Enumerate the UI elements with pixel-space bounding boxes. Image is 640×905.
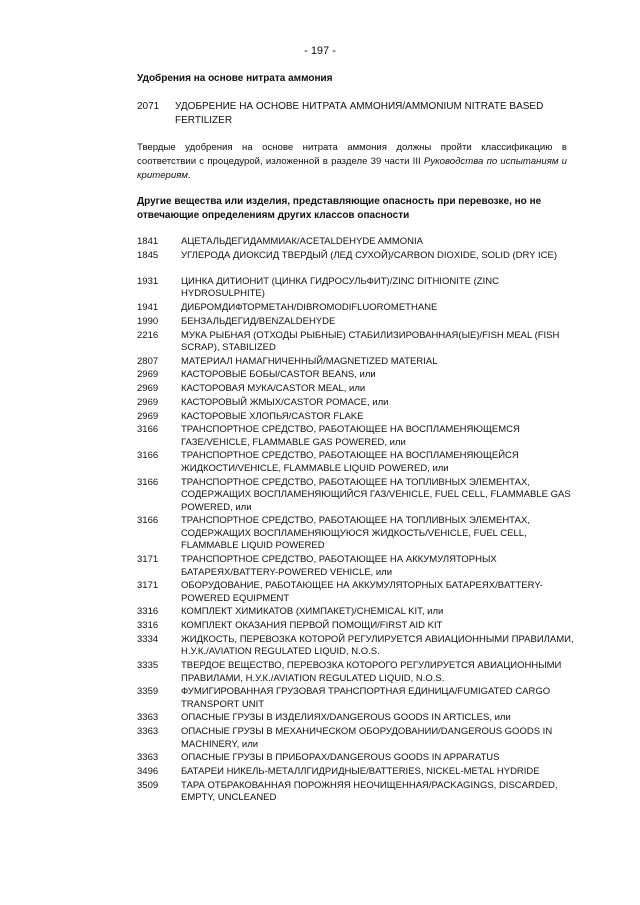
un-number: 2969 bbox=[137, 410, 159, 422]
substance-name: ТВЕРДОЕ ВЕЩЕСТВО, ПЕРЕВОЗКА КОТОРОГО РЕГУЛИРУЕТСЯ АВИАЦИОННЫМИ ПРАВИЛАМИ, Н.У.К./AVIATION REGULATED LIQUID, N.O.S. bbox=[181, 660, 562, 684]
un-number: 3166 bbox=[137, 450, 159, 462]
un-number: 3334 bbox=[137, 633, 159, 645]
manual-reference: Руководства по испытаниям и критериям bbox=[137, 156, 568, 181]
un-number: 3166 bbox=[137, 476, 159, 488]
un-number: 3363 bbox=[137, 726, 159, 738]
un-number: 2969 bbox=[137, 396, 159, 408]
substance-name: ТАРА ОТБРАКОВАННАЯ ПОРОЖНЯЯ НЕОЧИЩЕННАЯ/PACKAGINGS, DISCARDED, EMPTY, UNCLEANED bbox=[181, 779, 558, 804]
substance-name: УГЛЕРОДА ДИОКСИД ТВЕРДЫЙ (ЛЕД СУХОЙ)/CARBON DIOXIDE, SOLID (DRY ICE) bbox=[181, 249, 557, 261]
un-number: 3171 bbox=[137, 580, 159, 592]
substance-name: КАСТОРОВЫЙ ЖМЫХ/CASTOR POMACE, или bbox=[181, 396, 389, 408]
un-number: 2969 bbox=[137, 383, 159, 395]
un-number: 3316 bbox=[137, 606, 159, 618]
substance-name: КАСТОРОВАЯ МУКА/CASTOR MEAL, или bbox=[181, 383, 366, 395]
un-number: 3363 bbox=[137, 712, 159, 724]
substance-name: МАТЕРИАЛ НАМАГНИЧЕННЫЙ/MAGNETIZED MATERIAL bbox=[181, 355, 438, 367]
section-title-other-substances: Другие вещества или изделия, представляющие опасность при перевозке, но не отвечающие определениям других классов опасности bbox=[137, 196, 542, 221]
classification-paragraph bbox=[137, 141, 567, 183]
un-number: 3335 bbox=[137, 660, 159, 671]
substance-name: ТРАНСПОРТНОЕ СРЕДСТВО, РАБОТАЮЩЕЕ НА ВОСПЛАМЕНЯЮЩЕМСЯ ГАЗЕ/VEHICLE, FLAMMABLE GAS POWERED, или bbox=[181, 424, 520, 448]
un-number: 3171 bbox=[137, 554, 159, 565]
un-number: 3166 bbox=[137, 515, 159, 527]
substance-name: КОМПЛЕКТ ОКАЗАНИЯ ПЕРВОЙ ПОМОЩИ/FIRST AID KIT bbox=[181, 620, 443, 632]
substance-name: МУКА РЫБНАЯ (ОТХОДЫ РЫБНЫЕ) СТАБИЛИЗИРОВАННАЯ(ЫЕ)/FISH MEAL (FISH SCRAP), STABILIZED bbox=[181, 329, 560, 353]
substance-name: ДИБРОМДИФТОРМЕТАН/DIBROMODIFLUOROMETHANE bbox=[181, 302, 438, 314]
substance-name: ОПАСНЫЕ ГРУЗЫ В ИЗДЕЛИЯХ/DANGEROUS GOODS IN ARTICLES, или bbox=[181, 712, 511, 724]
un-number: 1990 bbox=[137, 315, 159, 327]
substance-name: БАТАРЕИ НИКЕЛЬ-МЕТАЛЛГИДРИДНЫЕ/BATTERIES, NICKEL-METAL HYDRIDE bbox=[181, 766, 540, 777]
un-number: 1841 bbox=[137, 236, 159, 247]
page-number: - 197 - bbox=[304, 45, 336, 57]
substance-name: ОБОРУДОВАНИЕ, РАБОТАЮЩЕЕ НА АККУМУЛЯТОРНЫХ БАТАРЕЯХ/BATTERY-POWERED EQUIPMENT bbox=[181, 580, 543, 604]
substance-name: КОМПЛЕКТ ХИМИКАТОВ (ХИМПАКЕТ)/CHEMICAL KIT, или bbox=[181, 606, 444, 618]
un-number: 2071 bbox=[137, 101, 160, 112]
substance-name: ОПАСНЫЕ ГРУЗЫ В МЕХАНИЧЕСКОМ ОБОРУДОВАНИИ/DANGEROUS GOODS IN MACHINERY, или bbox=[181, 726, 553, 750]
substance-name: ТРАНСПОРТНОЕ СРЕДСТВО, РАБОТАЮЩЕЕ НА ТОПЛИВНЫХ ЭЛЕМЕНТАХ, СОДЕРЖАЩИХ ВОСПЛАМЕНЯЮЩИЙСЯ ГАЗ/VEHICLE, FUEL CELL, FLAMMABLE GAS POWERED, или bbox=[181, 476, 571, 513]
un-number: 2969 bbox=[137, 369, 159, 381]
paragraph-end: . bbox=[187, 170, 191, 181]
substance-name: ОПАСНЫЕ ГРУЗЫ В ПРИБОРАХ/DANGEROUS GOODS IN APPARATUS bbox=[181, 752, 500, 764]
section-title-ammonium-nitrate: Удобрения на основе нитрата аммония bbox=[137, 73, 333, 84]
un-number: 3316 bbox=[137, 620, 159, 632]
substance-name: ТРАНСПОРТНОЕ СРЕДСТВО, РАБОТАЮЩЕЕ НА ТОПЛИВНЫХ ЭЛЕМЕНТАХ, СОДЕРЖАЩИХ ВОСПЛАМЕНЯЮЩУЮСЯ ЖИДКОСТЬ/VEHICLE, FUEL CELL, FLAMMABLE LIQUID POWERED bbox=[181, 515, 530, 552]
un-number: 3363 bbox=[137, 752, 159, 764]
substance-name: БЕНЗАЛЬДЕГИД/BENZALDEHYDE bbox=[181, 315, 336, 327]
un-number: 2216 bbox=[137, 329, 159, 341]
un-number: 3166 bbox=[137, 424, 159, 436]
un-number: 1845 bbox=[137, 249, 159, 261]
substance-name: КАСТОРОВЫЕ ХЛОПЬЯ/CASTOR FLAKE bbox=[181, 410, 364, 422]
substance-name: КАСТОРОВЫЕ БОБЫ/CASTOR BEANS, или bbox=[181, 369, 376, 381]
substance-name: ФУМИГИРОВАННАЯ ГРУЗОВАЯ ТРАНСПОРТНАЯ ЕДИНИЦА/FUMIGATED CARGO TRANSPORT UNIT bbox=[181, 686, 551, 710]
paragraph-text: Твердые удобрения на основе нитрата аммония должны пройти классификацию в соответствии с процедурой, изложенной в разделе 39 части III bbox=[137, 142, 567, 167]
un-number: 3509 bbox=[137, 779, 159, 791]
un-number: 3496 bbox=[137, 766, 159, 777]
substance-name: ТРАНСПОРТНОЕ СРЕДСТВО, РАБОТАЮЩЕЕ НА ВОСПЛАМЕНЯЮЩЕЙСЯ ЖИДКОСТИ/VEHICLE, FLAMMABLE LIQUID POWERED, или bbox=[181, 450, 519, 474]
un-number: 2807 bbox=[137, 355, 159, 367]
un-number: 1941 bbox=[137, 302, 159, 314]
entry-name: УДОБРЕНИЕ НА ОСНОВЕ НИТРАТА АММОНИЯ/AMMONIUM NITRATE BASED FERTILIZER bbox=[175, 101, 544, 126]
un-number: 3359 bbox=[137, 686, 159, 698]
substance-name: ТРАНСПОРТНОЕ СРЕДСТВО, РАБОТАЮЩЕЕ НА АККУМУЛЯТОРНЫХ БАТАРЕЯХ/BATTERY-POWERED VEHICLE, или bbox=[181, 554, 497, 578]
substance-name: ЖИДКОСТЬ, ПЕРЕВОЗКА КОТОРОЙ РЕГУЛИРУЕТСЯ АВИАЦИОННЫМИ ПРАВИЛАМИ, Н.У.К./AVIATION REGULATED LIQUID, N.O.S. bbox=[181, 633, 574, 658]
substance-name: ЦИНКА ДИТИОНИТ (ЦИНКА ГИДРОСУЛЬФИТ)/ZINC DITHIONITE (ZINC HYDROSULPHITE) bbox=[181, 275, 499, 300]
un-number: 1931 bbox=[137, 275, 159, 287]
substance-name: АЦЕТАЛЬДЕГИДАММИАК/ACETALDEHYDE AMMONIA bbox=[181, 236, 424, 247]
